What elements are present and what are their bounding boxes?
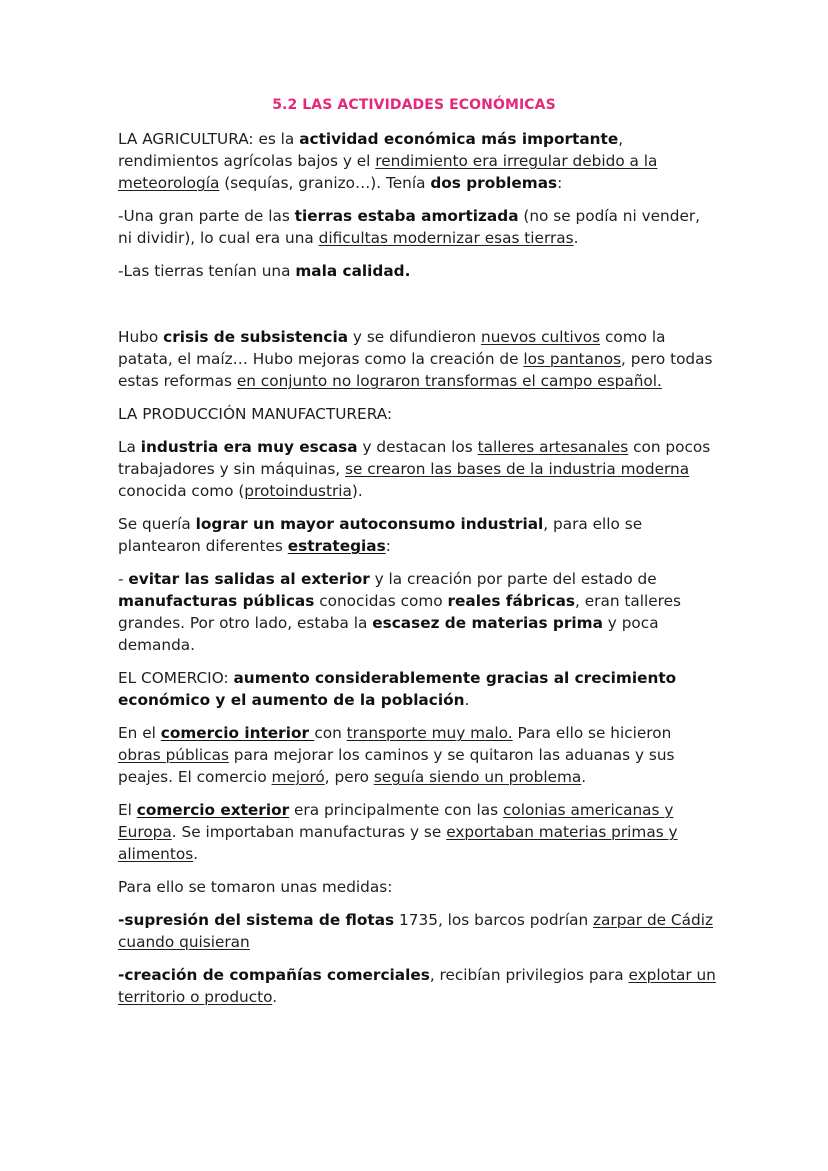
underlined-text: mejoró [271, 768, 325, 786]
text-run: LA PRODUCCIÓN MANUFACTURERA: [118, 405, 393, 423]
text-run: ). [351, 482, 363, 500]
text-run: como la patata, el maíz… Hubo mejoras como la creación de [118, 328, 666, 368]
text-run: Hubo [118, 328, 164, 346]
text-run: Para ello se tomaron unas medidas: [118, 878, 393, 896]
underlined-text: se crearon las bases de la industria moderna [345, 460, 690, 478]
document-body [118, 128, 718, 1019]
underlined-text: los pantanos [523, 350, 622, 368]
underlined-text: explotar un territorio o producto [118, 966, 716, 1006]
text-run: LA AGRICULTURA: es la [118, 130, 300, 148]
bold-text: comercio interior [160, 724, 315, 742]
text-run: En el [118, 724, 161, 742]
text-run: y se difundieron [348, 328, 482, 346]
paragraph [118, 128, 718, 194]
text-run: -Una gran parte de las [118, 207, 295, 225]
text-run: conocidas como [314, 592, 448, 610]
underlined-text: rendimiento era irregular debido a la meteorología [118, 152, 658, 192]
underlined-text: dificultas modernizar esas tierras [318, 229, 574, 247]
underlined-text: talleres artesanales [477, 438, 629, 456]
paragraph [118, 876, 718, 898]
underlined-text: seguía siendo un problema [373, 768, 582, 786]
text-run: 1735, los barcos podrían [394, 911, 594, 929]
text-run: -Las tierras tenían una [118, 262, 296, 280]
underlined-text: colonias americanas y Europa [118, 801, 674, 841]
text-run: era principalmente con las [289, 801, 503, 819]
bold-text: manufacturas públicas [118, 592, 315, 610]
text-run: . [573, 229, 579, 247]
text-run: . [272, 988, 278, 1006]
text-run: , eran talleres grandes. Por otro lado, estaba la [118, 592, 681, 632]
bold-text: comercio exterior [136, 801, 290, 819]
text-run: La [118, 438, 141, 456]
bold-text: actividad económica más importante [299, 130, 619, 148]
underlined-text: en conjunto no lograron transformas el campo español. [236, 372, 662, 390]
underlined-text: zarpar de Cádiz cuando quisieran [118, 911, 713, 951]
bold-text: escasez de materias prima [372, 614, 603, 632]
paragraph [118, 799, 718, 865]
bold-text: industria era muy escasa [140, 438, 358, 456]
text-run: , rendimientos agrícolas bajos y el [118, 130, 624, 170]
text-run: El [118, 801, 137, 819]
text-run: para mejorar los caminos y se quitaron las aduanas y sus peajes. El comercio [118, 746, 675, 786]
paragraph [118, 436, 718, 502]
underlined-text: transporte muy malo. [346, 724, 513, 742]
bold-text: estrategias [287, 537, 386, 555]
paragraph [118, 568, 718, 656]
bold-text: lograr un mayor autoconsumo industrial [195, 515, 544, 533]
paragraph [118, 667, 718, 711]
text-run: y destacan los [357, 438, 478, 456]
bold-text: -supresión del sistema de flotas [118, 911, 395, 929]
paragraph [118, 260, 718, 282]
text-run: : [385, 537, 391, 555]
paragraph [118, 326, 718, 392]
underlined-text: exportaban materias primas y alimentos [118, 823, 678, 863]
bold-text: dos problemas [430, 174, 558, 192]
paragraph [118, 722, 718, 788]
text-run: . [581, 768, 587, 786]
text-run: conocida como ( [118, 482, 245, 500]
underlined-text: protoindustria [244, 482, 352, 500]
text-run: (no se podía ni vender, ni dividir), lo cual era una [118, 207, 701, 247]
text-run: , recibían privilegios para [429, 966, 629, 984]
text-run: - [118, 570, 129, 588]
bold-text: tierras estaba amortizada [294, 207, 519, 225]
bold-text: crisis de subsistencia [163, 328, 349, 346]
paragraph [118, 403, 718, 425]
paragraph [118, 909, 718, 953]
paragraph [118, 964, 718, 1008]
underlined-text: nuevos cultivos [481, 328, 601, 346]
text-run: y poca demanda. [118, 614, 659, 654]
bold-text: aumento considerablemente gracias al crecimiento económico y el aumento de la población [118, 669, 677, 709]
text-run: , para ello se plantearon diferentes [118, 515, 643, 555]
text-run: . Se importaban manufacturas y se [171, 823, 447, 841]
text-run: (sequías, granizo…). Tenía [219, 174, 431, 192]
text-run: con pocos trabajadores y sin máquinas, [118, 438, 711, 478]
text-run: : [557, 174, 563, 192]
bold-text: evitar las salidas al exterior [128, 570, 370, 588]
bold-text: reales fábricas [447, 592, 576, 610]
text-run: EL COMERCIO: [118, 669, 234, 687]
text-run: , pero todas estas reformas [118, 350, 713, 390]
bold-text: -creación de compañías comerciales [118, 966, 430, 984]
text-run: . [464, 691, 470, 709]
underlined-text: obras públicas [118, 746, 229, 764]
page-title: 5.2 LAS ACTIVIDADES ECONÓMICAS [272, 97, 556, 113]
paragraph [118, 513, 718, 557]
text-run: Para ello se hicieron [512, 724, 672, 742]
text-run: y la creación por parte del estado de [369, 570, 657, 588]
text-run: , pero [324, 768, 374, 786]
text-run: con [314, 724, 347, 742]
text-run: . [193, 845, 199, 863]
text-run: Se quería [118, 515, 196, 533]
paragraph [118, 205, 718, 249]
bold-text: mala calidad. [295, 262, 411, 280]
